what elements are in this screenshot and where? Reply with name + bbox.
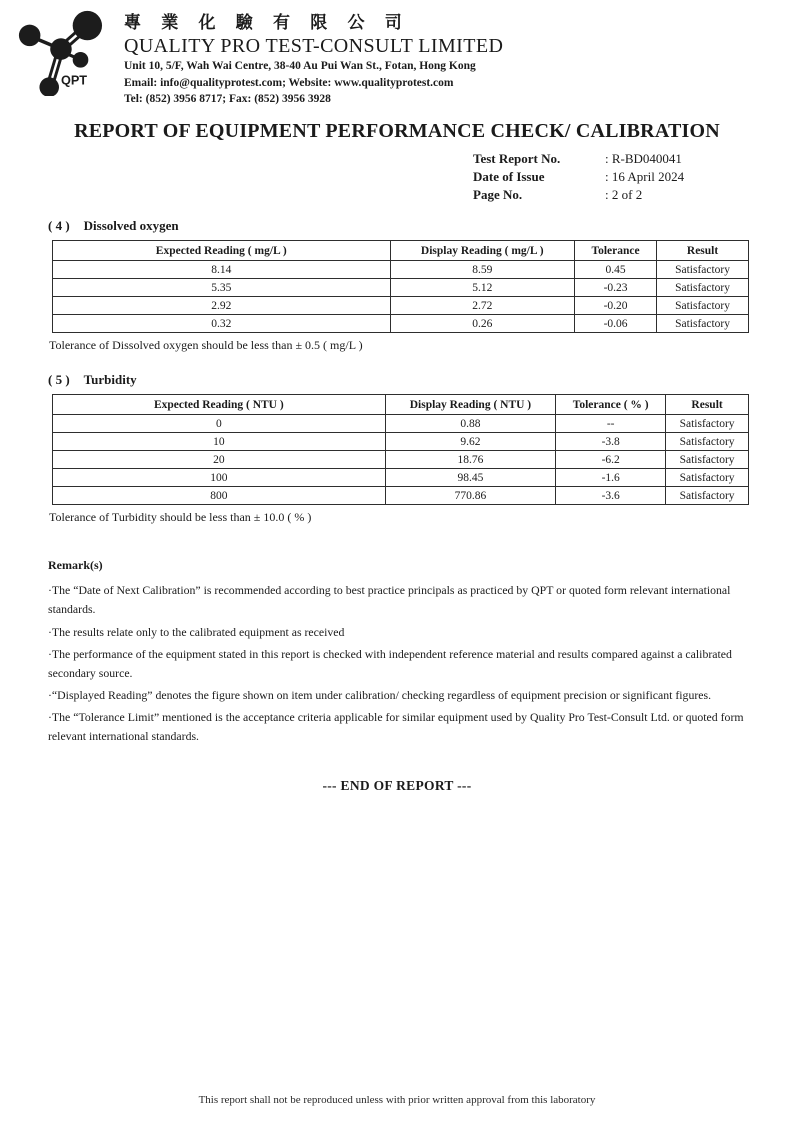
table-cell: -6.2 xyxy=(556,451,666,469)
table-cell: Satisfactory xyxy=(657,315,749,333)
table-row xyxy=(53,315,749,333)
section-turbidity xyxy=(48,372,754,525)
report-info-row xyxy=(473,150,794,168)
test-report-no-value: : R-BD040041 xyxy=(605,151,682,167)
remarks-block xyxy=(48,558,774,746)
section-number: ( 5 ) xyxy=(48,372,70,388)
table-cell: 10 xyxy=(53,433,386,451)
remark-item: ·The performance of the equipment stated in this report is checked with independent reference material and results compared against a calibrated secondary source. xyxy=(48,646,732,680)
table-cell: 0.26 xyxy=(390,315,574,333)
table-cell: 0.45 xyxy=(574,261,656,279)
remarks-heading: Remark(s) xyxy=(48,558,103,573)
company-name-english: QUALITY PRO TEST-CONSULT LIMITED xyxy=(124,35,504,58)
table-cell: Satisfactory xyxy=(666,415,749,433)
table-cell: Satisfactory xyxy=(657,279,749,297)
table-cell: -0.06 xyxy=(574,315,656,333)
remark-item: ·“Displayed Reading” denotes the figure shown on item under calibration/ checking regardless of equipment precision or significant figures. xyxy=(48,687,712,702)
table-row xyxy=(53,261,749,279)
column-header: Result xyxy=(657,241,749,261)
company-name-chinese: 專 業 化 驗 有 限 公 司 xyxy=(124,13,410,32)
table-cell: -0.20 xyxy=(574,297,656,315)
table-row xyxy=(53,415,749,433)
test-report-no-label: Test Report No. xyxy=(473,151,561,167)
table-cell: -3.8 xyxy=(556,433,666,451)
logo-qpt-text: QPT xyxy=(60,72,88,88)
section-dissolved-oxygen xyxy=(48,218,754,353)
table-cell: 5.35 xyxy=(53,279,391,297)
table-header-row xyxy=(53,241,749,261)
table-cell: -1.6 xyxy=(556,469,666,487)
table-cell: 800 xyxy=(53,487,386,505)
page-no-label: Page No. xyxy=(473,187,523,203)
table-cell: 9.62 xyxy=(385,433,556,451)
table-cell: 5.12 xyxy=(390,279,574,297)
table-cell: 20 xyxy=(53,451,386,469)
company-email-website: Email: info@qualityprotest.com; Website: www.qualityprotest.com xyxy=(124,76,454,89)
table-row xyxy=(53,279,749,297)
report-info-row xyxy=(473,186,794,204)
turbidity-table xyxy=(52,394,749,505)
table-cell: 18.76 xyxy=(385,451,556,469)
section-heading xyxy=(48,218,754,234)
table-cell: 0 xyxy=(53,415,386,433)
letterhead xyxy=(0,0,794,107)
table-row xyxy=(53,297,749,315)
remark-item: ·The results relate only to the calibrated equipment as received xyxy=(48,624,345,639)
table-cell: Satisfactory xyxy=(666,433,749,451)
table-cell: -0.23 xyxy=(574,279,656,297)
table-row xyxy=(53,487,749,505)
end-of-report-marker: --- END OF REPORT --- xyxy=(322,778,472,794)
report-title: REPORT OF EQUIPMENT PERFORMANCE CHECK/ CALIBRATION xyxy=(74,120,720,143)
remark-item: ·The “Date of Next Calibration” is recommended according to best practice principals as practiced by QPT or quoted form relevant international standards. xyxy=(48,583,731,617)
company-info-block xyxy=(124,8,503,107)
section-heading xyxy=(48,372,754,388)
column-header: Expected Reading ( NTU ) xyxy=(53,395,386,415)
tolerance-note: Tolerance of Turbidity should be less than ± 10.0 ( % ) xyxy=(49,510,312,525)
section-number: ( 4 ) xyxy=(48,218,70,234)
table-cell: -3.6 xyxy=(556,487,666,505)
table-cell: 98.45 xyxy=(385,469,556,487)
column-header: Display Reading ( mg/L ) xyxy=(390,241,574,261)
section-name: Dissolved oxygen xyxy=(83,218,179,234)
table-cell: -- xyxy=(556,415,666,433)
page-no-value: : 2 of 2 xyxy=(605,187,643,203)
table-cell: Satisfactory xyxy=(666,451,749,469)
table-cell: Satisfactory xyxy=(657,261,749,279)
column-header: Tolerance xyxy=(574,241,656,261)
dissolved-oxygen-table xyxy=(52,240,749,333)
section-name: Turbidity xyxy=(83,372,137,388)
table-header-row xyxy=(53,395,749,415)
report-info-block xyxy=(473,150,794,204)
table-cell: 0.88 xyxy=(385,415,556,433)
table-cell: 2.92 xyxy=(53,297,391,315)
table-cell: 100 xyxy=(53,469,386,487)
table-header-row xyxy=(53,241,749,261)
table-row xyxy=(53,469,749,487)
column-header: Expected Reading ( mg/L ) xyxy=(53,241,391,261)
confidentiality-footer: This report shall not be reproduced unless with prior written approval from this laboratory xyxy=(198,1094,596,1106)
column-header: Tolerance ( % ) xyxy=(556,395,666,415)
tolerance-note: Tolerance of Dissolved oxygen should be less than ± 0.5 ( mg/L ) xyxy=(49,338,363,353)
report-info-row xyxy=(473,168,794,186)
date-of-issue-value: : 16 April 2024 xyxy=(605,169,685,185)
column-header: Result xyxy=(666,395,749,415)
table-row xyxy=(53,433,749,451)
column-header: Display Reading ( NTU ) xyxy=(385,395,556,415)
table-cell: Satisfactory xyxy=(666,487,749,505)
table-cell: Satisfactory xyxy=(666,469,749,487)
table-cell: 770.86 xyxy=(385,487,556,505)
company-tel-fax: Tel: (852) 3956 8717; Fax: (852) 3956 3928 xyxy=(124,93,331,106)
date-of-issue-label: Date of Issue xyxy=(473,169,545,185)
table-cell: Satisfactory xyxy=(657,297,749,315)
qpt-molecule-logo-icon xyxy=(10,8,108,96)
table-row xyxy=(53,451,749,469)
remark-item: ·The “Tolerance Limit” mentioned is the acceptance criteria applicable for similar equipment used by Quality Pro Test-Consult Ltd. or quoted form relevant international standards. xyxy=(48,710,744,744)
table-header-row xyxy=(53,395,749,415)
table-cell: 8.14 xyxy=(53,261,391,279)
company-address: Unit 10, 5/F, Wah Wai Centre, 38-40 Au Pui Wan St., Fotan, Hong Kong xyxy=(124,60,476,73)
table-cell: 0.32 xyxy=(53,315,391,333)
table-cell: 2.72 xyxy=(390,297,574,315)
table-cell: 8.59 xyxy=(390,261,574,279)
